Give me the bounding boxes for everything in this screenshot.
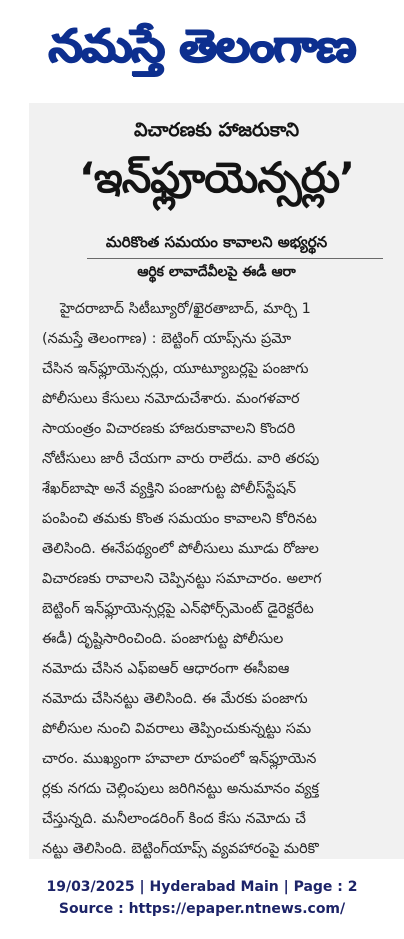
body-line: చారం. ముఖ్యంగా హవాలా రూపంలో ఇన్‌ఫ్లూయెన: [42, 751, 317, 767]
body-line: హైదరాబాద్ సిటీబ్యూరో/ఖైరతాబాద్, మార్చి 1: [60, 301, 311, 317]
body-line: నోటీసులు జారీ చేయగా వారు రాలేదు. వారి తరపు: [42, 451, 320, 467]
body-line: నమోదు చేసిన ఎఫ్ఐఆర్ ఆధారంగా ఈసీఐఆ: [42, 661, 290, 677]
body-line: పోలీసులు కేసులు నమోదుచేశారు. మంగళవార: [42, 391, 300, 407]
body-line: శేఖర్‌బాషా అనే వ్యక్తిని పంజాగుట్ట పోలీస్‌స్టేషన్: [42, 481, 297, 497]
body-line: ఈడీ) దృష్టిసారించింది. పంజాగుట్ట పోలీసుల: [42, 631, 284, 647]
publication-date-edition-page: 19/03/2025 | Hyderabad Main | Page : 2: [46, 879, 358, 895]
article-subheadline: మరికొంత సమయం కావాలని అభ్యర్థన: [105, 233, 328, 251]
source-url: Source : https://epaper.ntnews.com/: [58, 901, 346, 917]
body-line: పంపించి తమకు కొంత సమయం కావాలని కోరినట: [42, 511, 317, 527]
article-body: [42, 294, 404, 859]
body-line: నమోదు చేసినట్టు తెలిసింది. ఈ మేరకు పంజాగు: [42, 691, 308, 707]
body-line: నట్టు తెలిసింది. బెట్టింగ్‌యాప్స్ వ్యవహారంపై మరికొ: [42, 841, 319, 857]
body-line: తెలిసింది. ఈనేపథ్యంలో పోలీసులు మూడు రోజుల: [42, 541, 319, 557]
body-line: (నమస్తే తెలంగాణ) : బెట్టింగ్ యాప్స్‌ను ప్రమో: [42, 331, 292, 347]
body-line: పోలీసుల నుంచి వివరాలు తెప్పించుకున్నట్టు సమ: [42, 721, 312, 737]
body-line: చేసిన ఇన్‌ఫ్లూయెన్సర్లు, యూట్యూబర్లపై పంజాగు: [42, 361, 309, 377]
article-kicker: విచారణకు హాజరుకాని: [133, 119, 300, 141]
body-line: చేస్తున్నది. మనీలాండరింగ్ కింద కేసు నమోదు చే: [42, 811, 306, 827]
subhead-divider: [87, 258, 383, 259]
body-line: సాయంత్రం విచారణకు హాజరుకావాలని కొందరి: [42, 421, 296, 437]
article-headline: ‘ఇన్‌ఫ్లూయెన్సర్లు’: [78, 153, 355, 202]
newspaper-logo: నమస్తే తెలంగాణ: [48, 19, 356, 73]
article-secondary-subheadline: ఆర్థిక లావాదేవీలపై ఈడీ ఆరా: [137, 264, 296, 280]
body-line: బెట్టింగ్ ఇన్‌ఫ్లూయెన్సర్లపై ఎన్‌ఫోర్స్‌మెంట్ డైరెక్టరేట: [42, 601, 314, 617]
body-line: ర్లకు నగదు చెల్లింపులు జరిగినట్టు అనుమానం వ్యక్త: [42, 781, 319, 797]
body-line: విచారణకు రావాలని చెప్పినట్టు సమాచారం. అలాగ: [42, 571, 322, 587]
news-clipping: [29, 103, 404, 859]
masthead: [0, 0, 404, 92]
